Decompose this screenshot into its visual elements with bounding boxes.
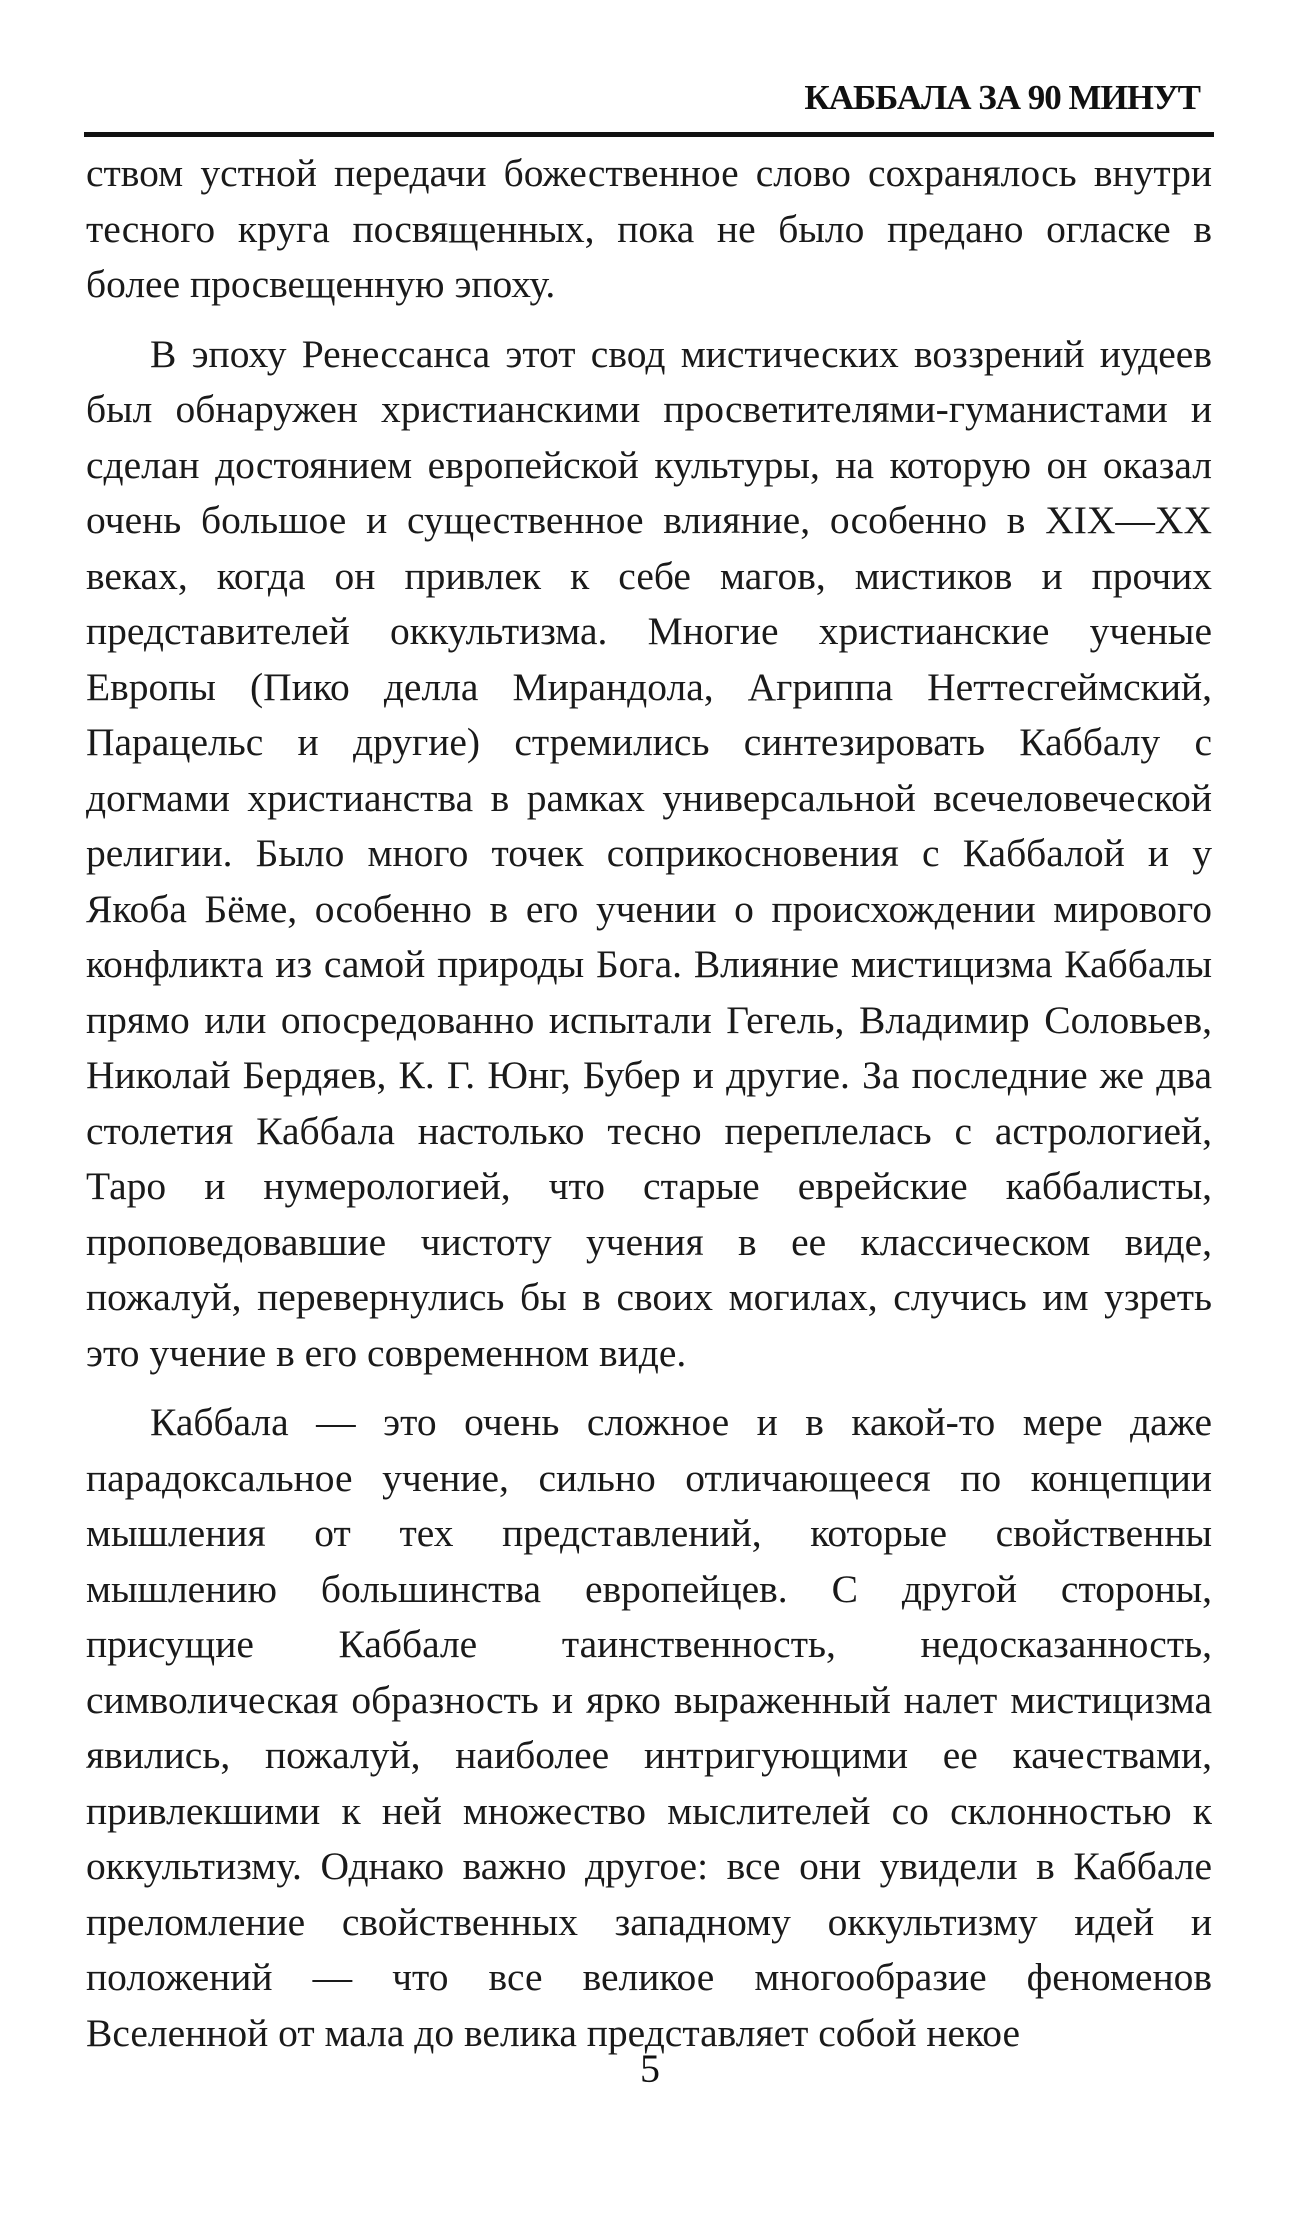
running-title: КАББАЛА ЗА 90 МИНУТ	[804, 78, 1200, 117]
paragraph: Каббала — это очень сложное и в какой-то мере даже парадоксальное учение, сильно отличающееся по концепции мышления от тех представлений, которые свойственны мышлению большинства европейцев. С другой стороны, присущие Каббале таинственность, недосказанность, символическая образность и ярко выраженный налет мистицизма явились, пожалуй, наиболее интригующими ее качествами, привлекшими к ней множество мыслителей со склонностью к оккультизму. Однако важно другое: все они увидели в Каббале преломление свойственных западному оккультизму идей и положений — что все великое многообразие феноменов Вселенной от мала до велика представляет собой некое	[86, 1400, 1212, 2055]
header-rule	[84, 132, 1214, 137]
paragraph-continuation: ством устной передачи божественное слово сохранялось внутри тесного круга посвященных, пока не было предано огласке в более просвещенную эпоху.	[86, 151, 1212, 306]
page-number: 5	[640, 2046, 660, 2091]
paragraph: В эпоху Ренессанса этот свод мистических воззрений иудеев был обнаружен христианскими просветителями-гуманистами и сделан достоянием европейской культуры, на которую он оказал очень большое и существенное влияние, особенно в XIX—XX веках, когда он привлек к себе магов, мистиков и прочих представителей оккультизма. Многие христианские ученые Европы (Пико делла Мирандола, Агриппа Неттесгеймский, Парацельс и другие) стремились синтезировать Каббалу с догмами христианства в рамках универсальной всечеловеческой религии. Было много точек соприкосновения с Каббалой и у Якоба Бёме, особенно в его учении о происхождении мирового конфликта из самой природы Бога. Влияние мистицизма Каббалы прямо или опосредованно испытали Гегель, Владимир Соловьев, Николай Бердяев, К. Г. Юнг, Бубер и другие. За последние же два столетия Каббала настолько тесно переплелась с астрологией, Таро и нумерологией, что старые еврейские каббалисты, проповедовавшие чистоту учения в ее классическом виде, пожалуй, перевернулись бы в своих могилах, случись им узреть это учение в его современном виде.	[86, 331, 1212, 1375]
page-body	[86, 146, 1212, 2061]
